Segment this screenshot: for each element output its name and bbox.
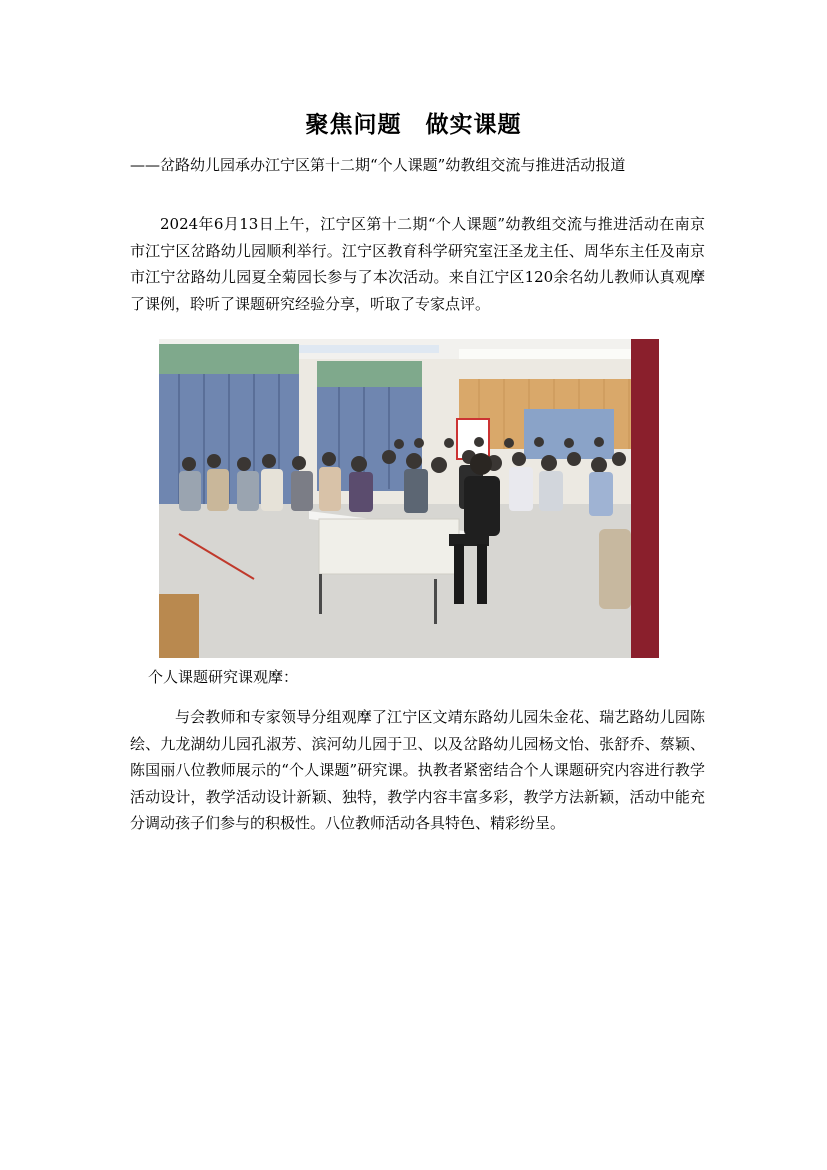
body-paragraph: 与会教师和专家领导分组观摩了江宁区文靖东路幼儿园朱金花、瑞艺路幼儿园陈绘、九龙湖幼儿园孔淑芳、滨河幼儿园于卫、以及岔路幼儿园杨文怡、张舒乔、蔡颖、陈国丽八位教师展示的“个人课题”研究课。执教者紧密结合个人课题研究内容进行教学活动设计，教学活动设计新颖、独特，教学内容丰富多彩，教学方法新颖，活动中能充分调动孩子们参与的积极性。八位教师活动各具特色、精彩纷呈。	[130, 708, 705, 832]
intro-paragraph: 2024年6月13日上午，江宁区第十二期“个人课题”幼教组交流与推进活动在南京市江宁区岔路幼儿园顺利举行。江宁区教育科学研究室汪圣龙主任、周华东主任及南京市江宁岔路幼儿园夏全菊园长参与了本次活动。来自江宁区120余名幼儿教师认真观摩了课例，聆听了课题研究经验分享，听取了专家点评。	[130, 215, 705, 313]
page-subtitle: ——岔路幼儿园承办江宁区第十二期“个人课题”幼教组交流与推进活动报道	[130, 156, 626, 174]
page-title: 聚焦问题 做实课题	[305, 111, 522, 138]
photo-caption: 个人课题研究课观摩：	[148, 668, 299, 686]
event-photo	[159, 339, 659, 658]
